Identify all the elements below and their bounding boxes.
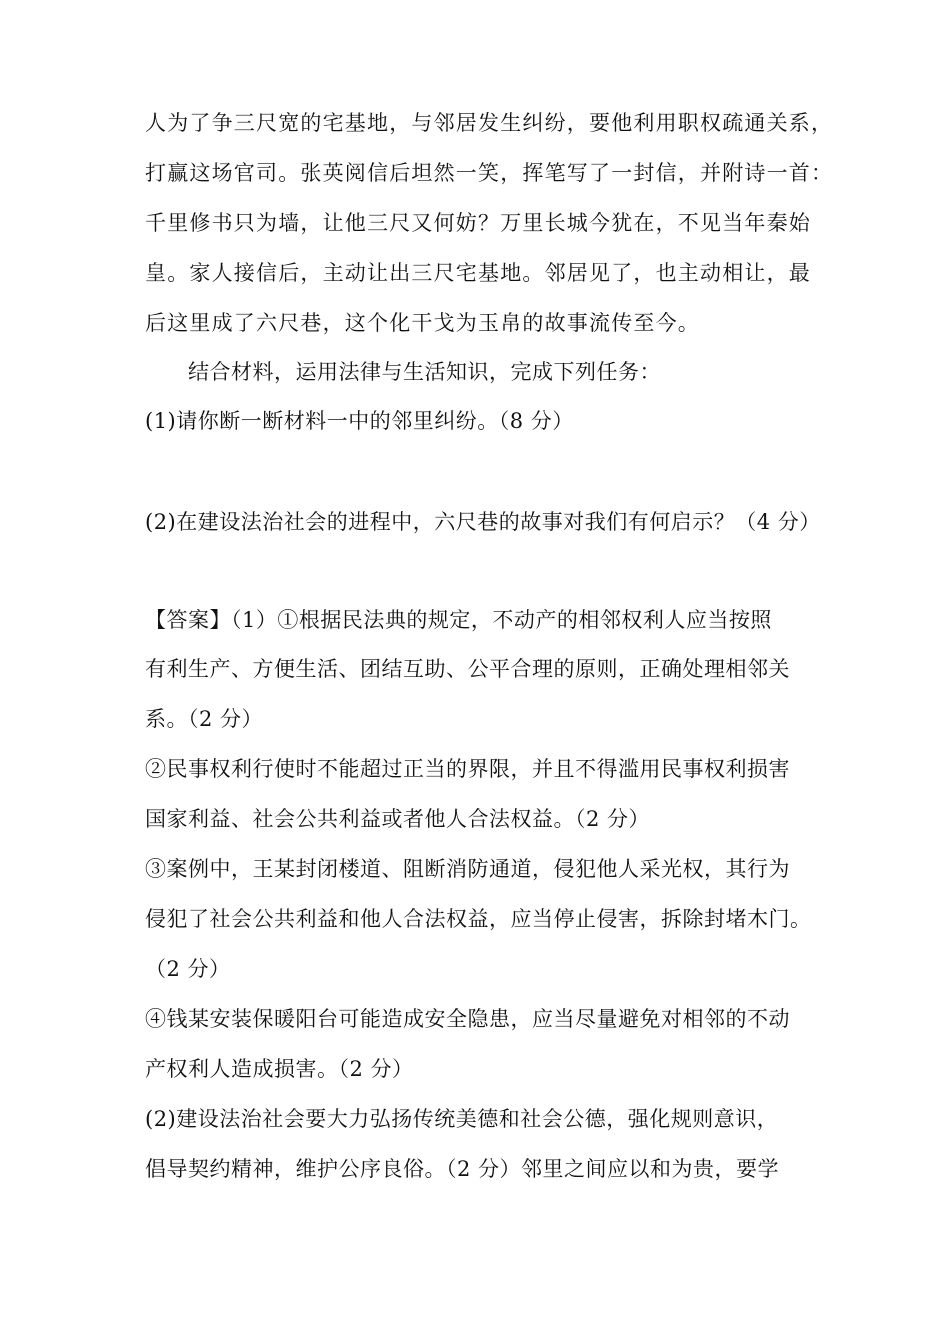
answer-line-5: 国家利益、社会公共利益或者他人合法权益。（2 分） [145,807,651,831]
answer-line-10: 产权利人造成损害。（2 分） [145,1057,414,1081]
question-2: (2)在建设法治社会的进程中，六尺巷的故事对我们有何启示？（4 分） [145,510,821,534]
story-line-2: 打赢这场官司。张英阅信后坦然一笑，挥笔写了一封信，并附诗一首： [145,161,834,185]
answer-line-8: （2 分） [145,957,231,981]
task-instruction: 结合材料，运用法律与生活知识，完成下列任务： [188,360,661,384]
question-1: (1)请你断一断材料一中的邻里纠纷。（8 分） [145,409,574,433]
answer-line-11: (2)建设法治社会要大力弘扬传统美德和社会公德，强化规则意识， [145,1107,779,1131]
answer-line-7: 侵犯了社会公共利益和他人合法权益，应当停止侵害，拆除封堵木门。 [145,907,812,931]
answer-text: （1）①根据民法典的规定，不动产的相邻权利人应当按照 [231,608,772,632]
answer-tag: 【答案】 [145,608,231,632]
answer-line-1 [145,607,772,633]
answer-line-3: 系。（2 分） [145,707,264,731]
story-line-3: 千里修书只为墙，让他三尺又何妨？万里长城今犹在，不见当年秦始 [145,211,811,235]
answer-line-12: 倡导契约精神，维护公序良俗。（2 分）邻里之间应以和为贵，要学 [145,1157,780,1181]
story-line-5: 后这里成了六尺巷，这个化干戈为玉帛的故事流传至今。 [145,311,700,335]
story-line-4: 皇。家人接信后，主动让出三尺宅基地。邻居见了，也主动相让，最 [145,261,811,285]
answer-line-4: ②民事权利行使时不能超过正当的界限，并且不得滥用民事权利损害 [145,757,790,781]
story-line-1: 人为了争三尺宽的宅基地，与邻居发生纠纷，要他利用职权疏通关系， [145,111,834,135]
answer-line-2: 有利生产、方便生活、团结互助、公平合理的原则，正确处理相邻关 [145,657,790,681]
answer-line-6: ③案例中，王某封闭楼道、阻断消防通道，侵犯他人采光权，其行为 [145,857,790,881]
answer-line-9: ④钱某安装保暖阳台可能造成安全隐患，应当尽量避免对相邻的不动 [145,1007,790,1031]
